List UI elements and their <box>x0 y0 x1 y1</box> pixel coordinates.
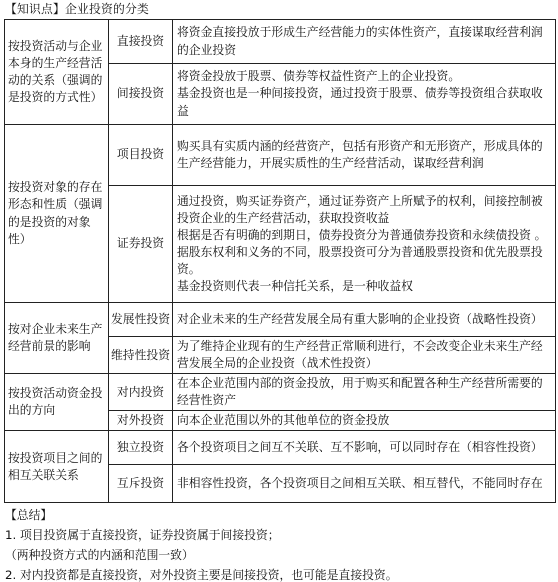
summary-line: 1. 项目投资属于直接投资，证券投资属于间接投资； <box>5 528 280 543</box>
section-heading: 【知识点】企业投资的分类 <box>5 2 149 16</box>
summary-line: （两种投资方式的内涵和范围一致） <box>5 548 194 563</box>
summary-line: 2. 对内投资都是直接投资，对外投资主要是间接投资，也可能是直接投资。 <box>5 568 398 582</box>
description-text: 将资金直接投放于形成生产经营能力的实体性资产，直接谋取经营利润的企业投资 <box>177 25 543 57</box>
description-cell <box>173 337 556 374</box>
category-cell: 按对企业未来生产经营前景的影响 <box>5 303 109 374</box>
type-cell: 间接投资 <box>109 64 173 125</box>
type-cell: 对外投资 <box>109 411 173 431</box>
description-cell <box>173 186 556 303</box>
description-text: 购买具有实质内涵的经营资产，包括有形资产和无形资产，形成具体的生产经营能力，开展实质性的生产经营活动，谋取经营利润 <box>177 138 543 170</box>
description-cell <box>173 411 556 431</box>
description-cell <box>173 374 556 411</box>
category-cell: 按投资活动与企业本身的生产经营活动的关系（强调的是投资的方式性） <box>5 20 109 125</box>
description-cell <box>173 20 556 64</box>
category-cell: 按投资对象的存在形态和性质（强调的是投资的对象性） <box>5 125 109 303</box>
category-cell: 按投资项目之间的相互关联关系 <box>5 431 109 503</box>
description-text: 根据是否有明确的到期日，债券投资分为普通债券投资和永续债投资 。据股东权利和义务的不同，股票投资可分为普通股票投资和优先股票投资。 <box>177 227 547 277</box>
type-cell: 独立投资 <box>109 431 173 465</box>
description-text: 对企业未来的生产经营发展全局有重大影响的企业投资（战略性投资） <box>177 311 543 326</box>
table-row <box>5 20 556 64</box>
description-text: 各个投资项目之间互不关联、互不影响，可以同时存在（相容性投资） <box>177 440 543 455</box>
type-cell: 互斥投资 <box>109 465 173 503</box>
description-cell <box>173 431 556 465</box>
type-cell: 直接投资 <box>109 20 173 64</box>
description-text: 通过投资，购买证券资产，通过证券资产上所赋予的权利，间接控制被投资企业的生产经营活动，获取投资收益 <box>177 193 543 225</box>
description-text: 基金投资也是一种间接投资，通过投资于股票、债券等投资组合获取收益 <box>177 86 543 118</box>
summary-section <box>4 505 554 582</box>
description-cell <box>173 64 556 125</box>
table-row <box>5 303 556 337</box>
table-row <box>5 431 556 465</box>
description-cell <box>173 465 556 503</box>
table-row <box>5 125 556 186</box>
description-text: 基金投资则代表一种信托关系，是一种收益权 <box>177 279 413 294</box>
description-text: 将资金投放于股票、债券等权益性资产上的企业投资。 <box>177 69 461 84</box>
description-cell <box>173 125 556 186</box>
description-text: 非相容性投资，各个投资项目之间相互关联、相互替代，不能同时存在 <box>177 476 543 491</box>
table-row <box>5 374 556 411</box>
classification-table <box>4 19 556 503</box>
description-text: 为了维持企业现有的生产经营正常顺利进行，不会改变企业未来生产经营发展全局的企业投资（战术性投资） <box>177 339 543 371</box>
description-text: 在本企业范围内部的资金投放，用于购买和配置各种生产经营所需要的经营性资产 <box>177 376 543 408</box>
type-cell: 发展性投资 <box>109 303 173 337</box>
type-cell: 对内投资 <box>109 374 173 411</box>
category-cell: 按投资活动资金投出的方向 <box>5 374 109 431</box>
description-cell <box>173 303 556 337</box>
type-cell: 证券投资 <box>109 186 173 303</box>
type-cell: 项目投资 <box>109 125 173 186</box>
summary-title: 【总结】 <box>5 508 53 523</box>
description-text: 向本企业范围以外的其他单位的资金投放 <box>177 413 390 428</box>
type-cell: 维持性投资 <box>109 337 173 374</box>
